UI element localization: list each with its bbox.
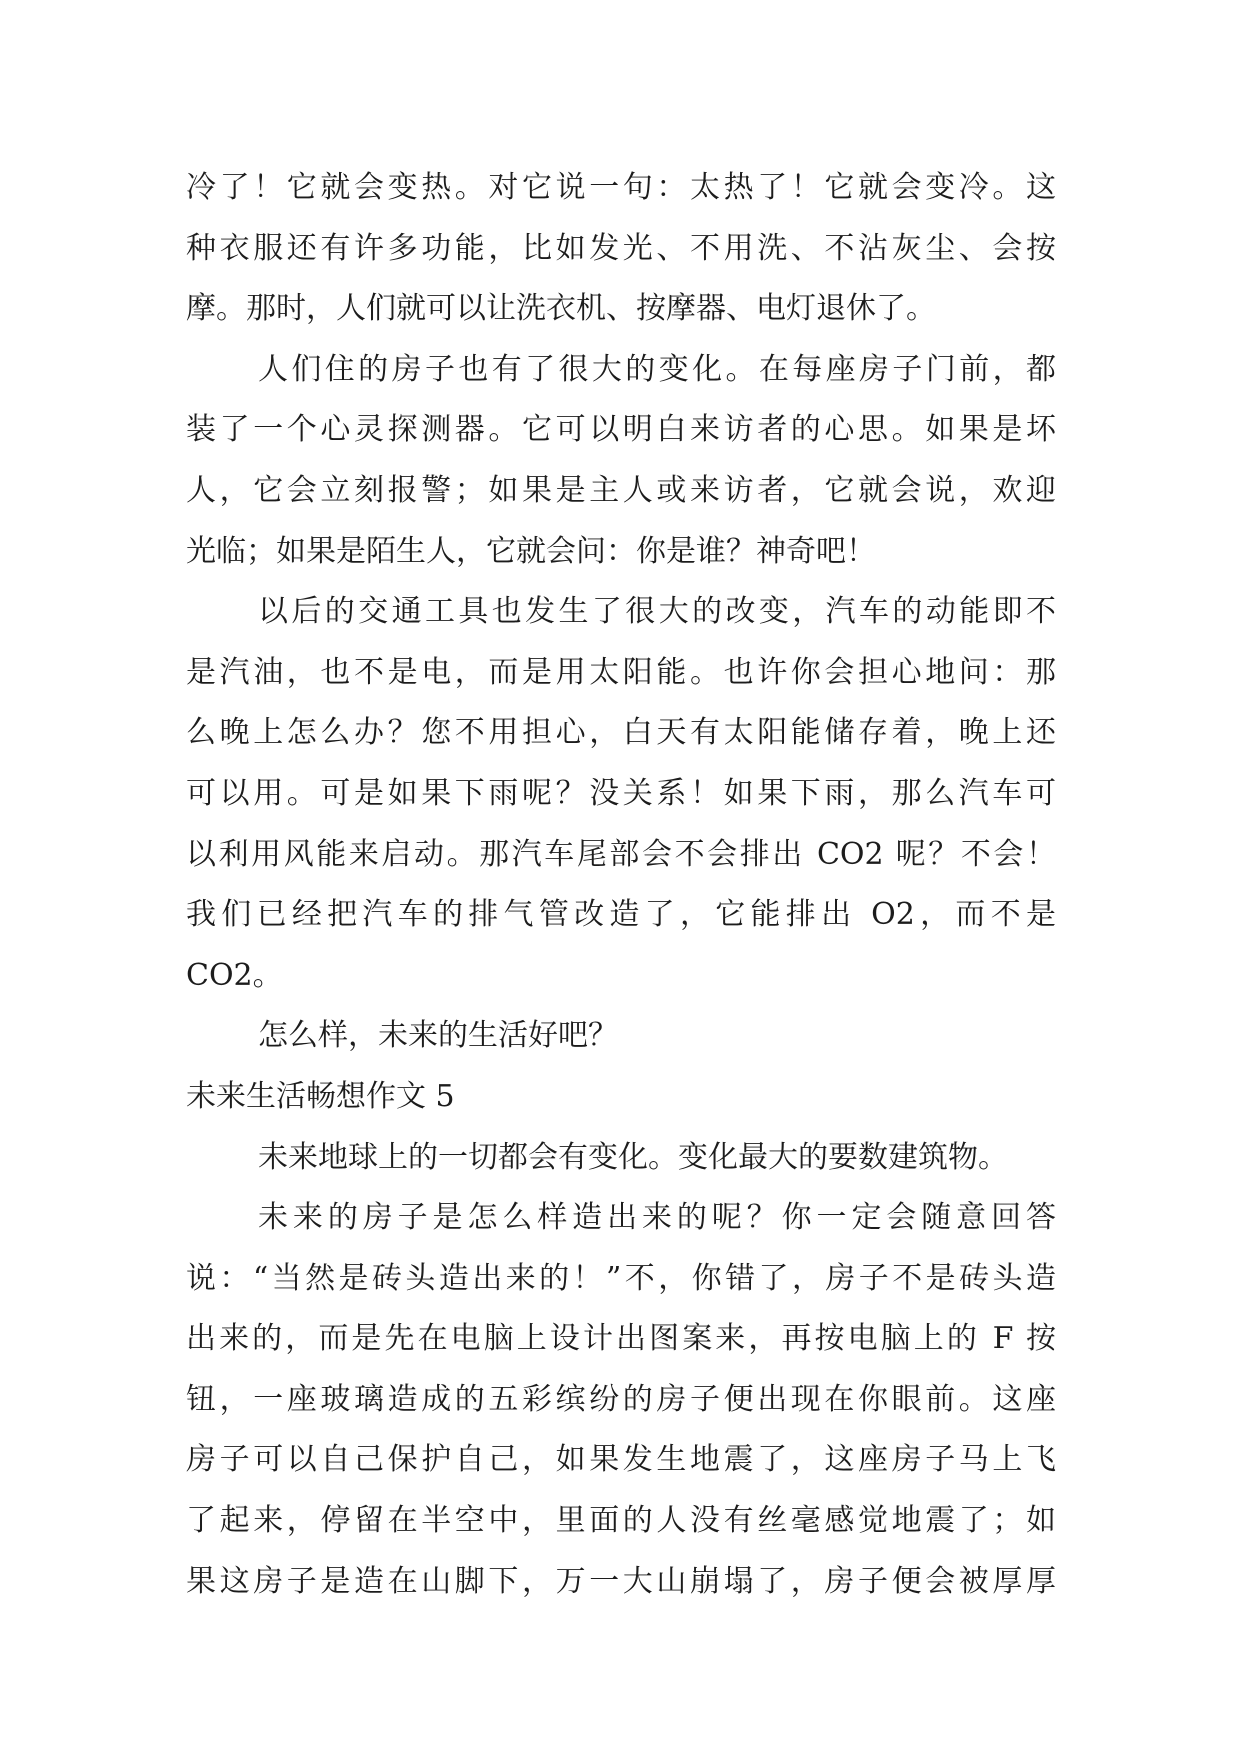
- text-line: 我们已经把汽车的排气管改造了，它能排出 O2，而不是: [186, 897, 1056, 933]
- text-line: CO2。: [186, 957, 283, 993]
- text-line: 摩。那时，人们就可以让洗衣机、按摩器、电灯退休了。: [186, 291, 936, 327]
- text-line: 了起来，停留在半空中，里面的人没有丝毫感觉地震了；如: [186, 1503, 1056, 1539]
- text-line: 未来的房子是怎么样造出来的呢？你一定会随意回答: [258, 1200, 1056, 1236]
- section-heading: 未来生活畅想作文 5: [186, 1078, 455, 1114]
- text-line: 冷了！它就会变热。对它说一句：太热了！它就会变冷。这: [186, 170, 1056, 205]
- text-line: 以后的交通工具也发生了很大的改变，汽车的动能即不: [258, 594, 1056, 630]
- text-line: 怎么样，未来的生活好吧？: [258, 1018, 618, 1054]
- text-line: 钮，一座玻璃造成的五彩缤纷的房子便出现在你眼前。这座: [186, 1381, 1056, 1417]
- text-line: 人，它会立刻报警；如果是主人或来访者，它就会说，欢迎: [186, 472, 1056, 508]
- text-line: 么晚上怎么办？您不用担心，白天有太阳能储存着，晚上还: [186, 715, 1056, 751]
- essay-text-block: [186, 158, 1056, 1612]
- text-line: 装了一个心灵探测器。它可以明白来访者的心思。如果是坏: [186, 412, 1056, 448]
- text-line: 房子可以自己保护自己，如果发生地震了，这座房子马上飞: [186, 1442, 1056, 1478]
- text-line: 果这房子是造在山脚下，万一大山崩塌了，房子便会被厚厚: [186, 1563, 1056, 1599]
- text-line: 光临；如果是陌生人，它就会问：你是谁？神奇吧！: [186, 533, 876, 569]
- text-line: 是汽油，也不是电，而是用太阳能。也许你会担心地问：那: [186, 654, 1056, 690]
- text-line: 说：“当然是砖头造出来的！”不，你错了，房子不是砖头造: [186, 1260, 1056, 1296]
- text-line: 未来地球上的一切都会有变化。变化最大的要数建筑物。: [258, 1139, 1008, 1175]
- text-line: 可以用。可是如果下雨呢？没关系！如果下雨，那么汽车可: [186, 775, 1056, 811]
- text-line: 人们住的房子也有了很大的变化。在每座房子门前，都: [258, 351, 1056, 387]
- text-line: 以利用风能来启动。那汽车尾部会不会排出 CO2 呢？不会！: [186, 836, 1056, 872]
- text-line: 出来的，而是先在电脑上设计出图案来，再按电脑上的 F 按: [186, 1321, 1056, 1357]
- text-line: 种衣服还有许多功能，比如发光、不用洗、不沾灰尘、会按: [186, 230, 1056, 266]
